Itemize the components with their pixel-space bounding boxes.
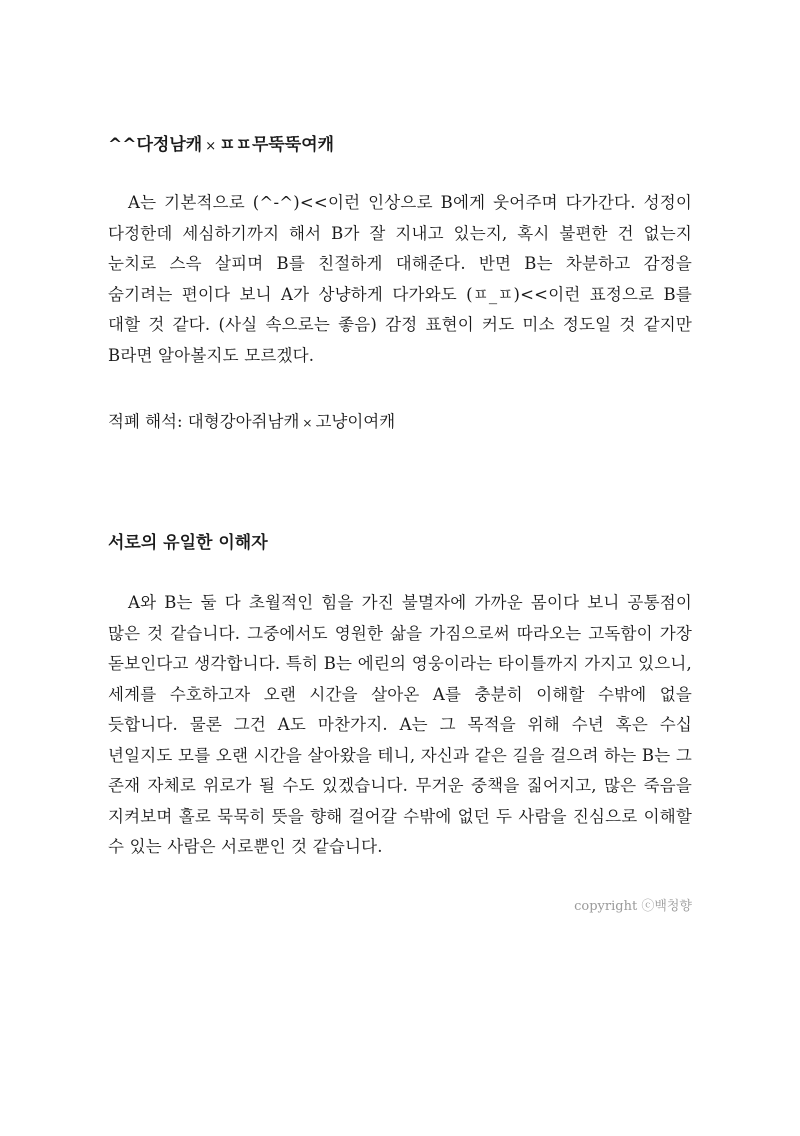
interpretation-left: 적폐 해석: 대형강아쥐남캐 xyxy=(108,412,300,431)
section2-heading: 서로의 유일한 이해자 xyxy=(108,533,268,553)
section1-interpretation xyxy=(108,410,692,435)
section2-paragraph: A와 B는 둘 다 초월적인 힘을 가진 불멸자에 가까운 몸이다 보니 공통점이 많은 것 같습니다. 그중에서도 영원한 삶을 가짐으로써 따라오는 고독함이 가장 돋보인다고 생각합니다. 특히 B는 에린의 영웅이라는 타이틀까지 가지고 있으니, 세계를 수호하고자 오랜 시간을 살아온 A를 충분히 이해할 수밖에 없을 듯합니다. 물론 그건 A도 마찬가지. A는 그 목적을 위해 수년 혹은 수십 년일지도 모를 오랜 시간을 살아왔을 테니, 자신과 같은 길을 걸으려 하는 B는 그 존재 자체로 위로가 될 수도 있겠습니다. 무거운 중책을 짊어지고, 많은 죽음을 지켜보며 홀로 묵묵히 뜻을 향해 걸어갈 수밖에 없던 두 사람을 진심으로 이해할 수 있는 사람은 서로뿐인 것 같습니다. xyxy=(108,593,692,856)
interpretation-right: 고냥이여캐 xyxy=(315,412,396,431)
section1-heading-left: ^^다정남캐 xyxy=(108,135,203,155)
section1-heading-right: ㅍㅍ무뚝뚝여캐 xyxy=(219,135,335,155)
section1-heading-separator: × xyxy=(205,139,217,154)
copyright-notice: copyright ⓒ백청향 xyxy=(574,899,692,914)
section1-paragraph: A는 기본적으로 (^-^)<<이런 인상으로 B에게 웃어주며 다가간다. 성정이 다정한데 세심하기까지 해서 B가 잘 지내고 있는지, 혹시 불편한 건 없는지 눈치로 스윽 살피며 B를 친절하게 대해준다. 반면 B는 차분하고 감정을 숨기려는 편이다 보니 A가 상냥하게 다가와도 (ㅍ_ㅍ)<<이런 표정으로 B를 대할 것 같다. (사실 속으로는 좋음) 감정 표현이 커도 미소 정도일 것 같지만 B라면 알아볼지도 모르겠다. xyxy=(108,193,692,365)
section1-heading xyxy=(108,133,692,159)
interpretation-separator: × xyxy=(302,416,313,430)
